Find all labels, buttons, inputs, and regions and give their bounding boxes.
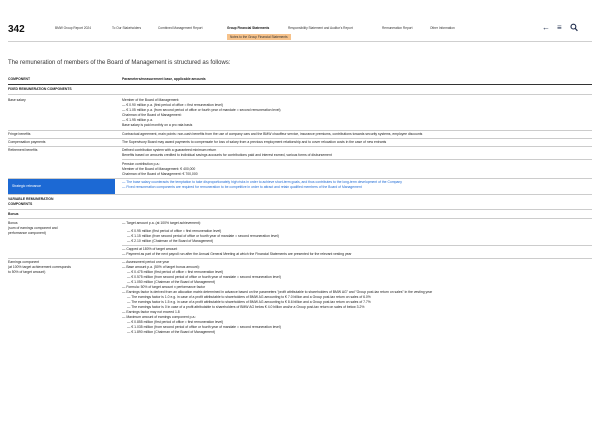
subnav-notes[interactable]: Notes to the Group Financial Statements xyxy=(227,34,291,40)
value-line: — € 1.05 million p.a. (from second period of office or fourth year of mandate = second remuneration level) xyxy=(122,108,281,112)
row-values xyxy=(122,162,198,177)
divider xyxy=(8,84,592,85)
section-heading: FIXED REMUNERATION COMPONENTS xyxy=(8,87,72,91)
row-label: Retirement benefits xyxy=(8,148,38,152)
divider xyxy=(8,146,592,147)
value-line: — Target amount p.a. (at 100% target achievement): xyxy=(122,221,201,225)
nav-item-stakeholders[interactable]: To Our Stakeholders xyxy=(112,26,142,30)
value-line: — € 2.10 million (Chairman of the Board of Management) xyxy=(127,239,214,243)
row-values xyxy=(122,247,352,257)
search-icon[interactable] xyxy=(570,23,578,34)
table-of-contents-icon[interactable]: ≡ xyxy=(557,23,562,32)
value-line: — € 0.475 million (first period of office = first remuneration level) xyxy=(127,270,224,274)
row-value: The Supervisory Board may award payments to compensate for loss of salary from a previous employment relationship and to cover relocation costs in the case of new entrants xyxy=(122,140,387,144)
value-line: — Assessment period one year xyxy=(122,260,170,264)
row-label: Bonus (sum of earnings component and performance component) xyxy=(8,221,58,235)
row-label: Strategic relevance xyxy=(12,184,42,188)
value-line: — The base salary counteracts the temptation to take disproportionately high risks in order to achieve short-term goals, and thus contributes to the long-term development of the Company xyxy=(122,180,403,184)
divider xyxy=(8,258,592,259)
row-label: Earnings component (at 100% target achievement corresponds to 50% of target amount) xyxy=(8,260,71,274)
nav-item-financial-statements[interactable]: Group Financial Statements xyxy=(227,26,270,30)
value-line: — € 1.95 million p.a. xyxy=(122,118,153,122)
nav-item-report[interactable]: BMW Group Report 2024 xyxy=(55,26,91,30)
row-label: Compensation payments xyxy=(8,140,46,144)
divider xyxy=(122,245,592,246)
value-line: Member of the Board of Management: € 400,000 xyxy=(122,167,196,171)
value-line: — Earnings factor may not exceed 1.8 xyxy=(122,310,180,314)
divider xyxy=(8,130,592,131)
value-line: — Payment as part of the next payroll run after the Annual General Meeting at which the Financial Statements are presented for the relevant vesting year xyxy=(122,252,352,256)
row-values xyxy=(122,260,432,335)
back-arrow-icon[interactable]: ← xyxy=(542,23,550,32)
nav-item-other-information[interactable]: Other Information xyxy=(430,26,455,30)
value-line: Member of the Board of Management: xyxy=(122,98,180,102)
row-label: Fringe benefits xyxy=(8,132,31,136)
nav-item-auditor-report[interactable]: Responsibility Statement and Auditor's Report xyxy=(288,26,353,30)
divider xyxy=(8,138,592,139)
row-value: Contractual agreement, main points: non-cash benefits from the use of company cars and the BMW chauffeur service, insurance premiums, contributions towards security systems, employee discounts xyxy=(122,132,423,136)
header-divider xyxy=(8,41,592,42)
value-line: Chairman of the Board of Management: € 700,000 xyxy=(122,172,198,176)
value-line: — The earnings factor is 0 in case of a profit attributable to shareholders of BMW AG below € 4.0 billion and/or a Group post-tax return on sales of below 3.2% xyxy=(127,305,365,309)
page-number: 342 xyxy=(8,24,25,35)
row-values xyxy=(122,148,332,158)
value-line: Pension contribution p.a.: xyxy=(122,162,161,166)
value-line: — € 1.050 million (Chairman of the Board of Management) xyxy=(127,280,216,284)
section-heading: VARIABLE REMUNERATION COMPONENTS xyxy=(8,197,54,206)
value-line: — € 0.90 million p.a. (first period of office = first remuneration level) xyxy=(122,103,223,107)
value-line: — Fixed remuneration components are required for remuneration to be competitive in order to attract and retain qualified members of the Board of Management xyxy=(122,185,362,189)
value-line: — € 0.855 million (first period of office = first remuneration level) xyxy=(127,320,224,324)
page-header xyxy=(0,0,600,44)
divider xyxy=(8,194,592,195)
row-values xyxy=(122,180,402,190)
divider xyxy=(8,209,592,210)
row-values xyxy=(122,98,281,128)
value-line: — The earnings factor is 1.0 e.g. in case of a profit attributable to shareholders of BMW AG amounting to € 7.0 billion and a Group post-tax return on sales of 6.0% xyxy=(127,295,371,299)
strategic-relevance-cell xyxy=(8,179,115,194)
divider xyxy=(8,94,592,95)
subsection-heading: Bonus xyxy=(8,212,19,216)
value-line: — € 0.95 million (first period of office = first remuneration level) xyxy=(127,229,222,233)
value-line: — € 1.15 million (from second period of office or fourth year of mandate = second remuneration level) xyxy=(127,234,279,238)
divider xyxy=(8,218,592,219)
intro-text: The remuneration of members of the Board of Management is structured as follows: xyxy=(8,60,231,66)
value-line: — Maximum amount of earnings component p.a.: xyxy=(122,315,197,319)
col-parameters-header: Parameters/measurement base, applicable amounts xyxy=(122,77,206,81)
value-line: — The earnings factor is 1.5 e.g. in case of a profit attributable to shareholders of BMW AG amounting to € 8.6 billion and a Group post-tax return on sales of 7.7% xyxy=(127,300,371,304)
value-line: — € 1.890 million (Chairman of the Board of Management) xyxy=(127,330,216,334)
value-line: Base salary is paid monthly on a pro rata basis xyxy=(122,123,193,127)
value-line: — Base amount p.a. (50% of target bonus amount): xyxy=(122,265,200,269)
nav-item-management-report[interactable]: Combined Management Report xyxy=(158,26,203,30)
value-line: — Formula: 50% of target amount x performance factor xyxy=(122,285,206,289)
value-line: — Capped at 180% of target amount xyxy=(122,247,178,251)
col-component-header: COMPONENT xyxy=(8,77,31,81)
value-line: — € 0.575 million (from second period of office or fourth year of mandate = second remuneration level) xyxy=(127,275,281,279)
value-line: Defined contribution system with a guaranteed minimum return xyxy=(122,148,217,152)
nav-item-remuneration-report[interactable]: Remuneration Report xyxy=(382,26,413,30)
row-label: Base salary xyxy=(8,98,26,102)
value-line: Benefits based on amounts credited to individual savings accounts for contributions paid and interest earned, various forms of disbursement xyxy=(122,153,332,157)
row-values xyxy=(122,221,279,244)
value-line: — € 1.035 million (from second period of office or fourth year of mandate = second remuneration level) xyxy=(127,325,281,329)
value-line: — Earnings factor is derived from an allocation matrix determined in advance based on the parameters "profit attributable to shareholders of BMW AG" and "Group post-tax return on sales" in the vesting year xyxy=(122,290,433,294)
value-line: Chairman of the Board of Management: xyxy=(122,113,182,117)
divider xyxy=(122,159,592,160)
